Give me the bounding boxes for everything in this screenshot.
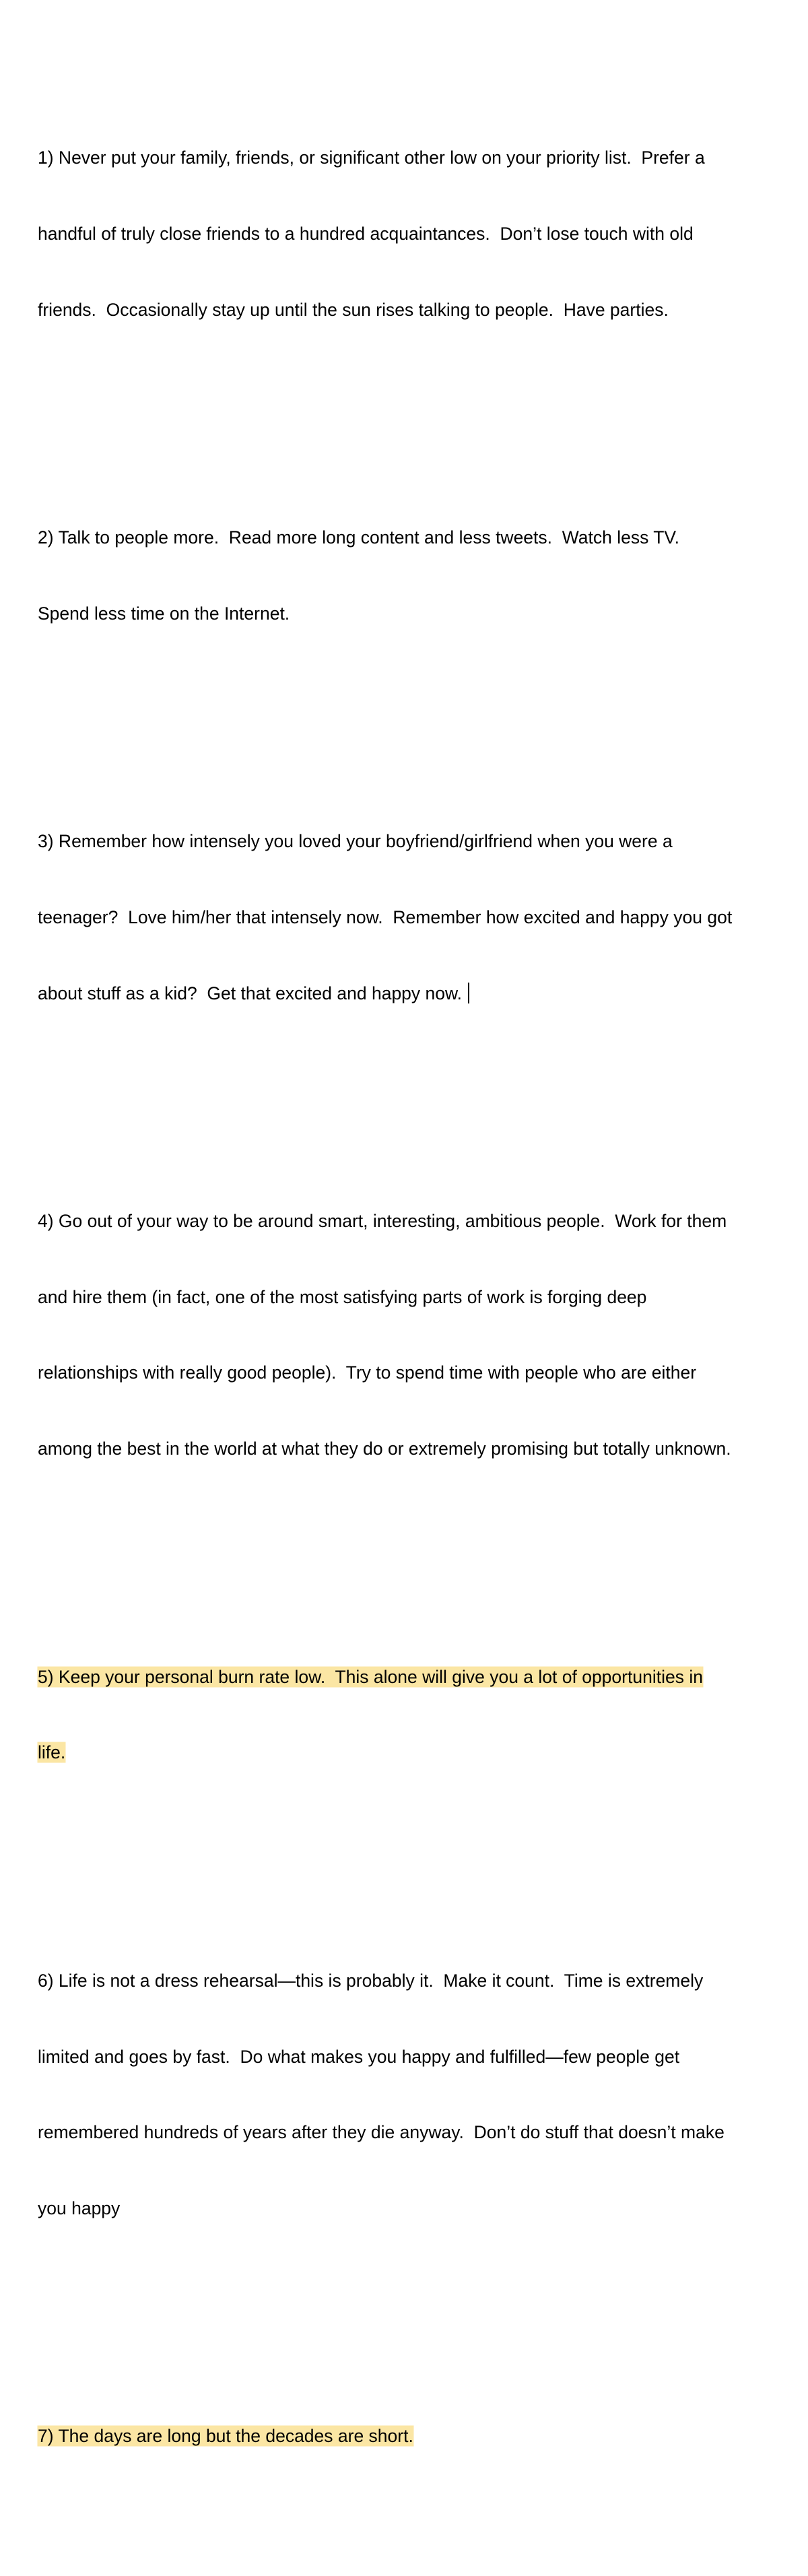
- paragraph-3: [38, 779, 795, 1057]
- paragraph-2: [38, 475, 795, 678]
- paragraph-7-highlighted: [38, 2373, 795, 2500]
- document-body[interactable]: [38, 19, 795, 2576]
- paragraph-1: [38, 95, 795, 374]
- paragraph-4-line-1: 4) Go out of your way to be around smart, interesting, ambitious people. Work for them: [38, 1210, 727, 1231]
- paragraph-5-line-2: life.: [38, 1742, 66, 1763]
- paragraph-3-line-1: 3) Remember how intensely you loved your boyfriend/girlfriend when you were a: [38, 831, 673, 851]
- paragraph-6: [38, 1918, 795, 2272]
- paragraph-4-line-2: and hire them (in fact, one of the most satisfying parts of work is forging deep: [38, 1286, 647, 1307]
- paragraph-4: [38, 1158, 795, 1513]
- paragraph-1-line-2: handful of truly close friends to a hundred acquaintances. Don’t lose touch with old: [38, 223, 694, 244]
- paragraph-5-line-1: 5) Keep your personal burn rate low. This alone will give you a lot of opportunities in: [38, 1666, 703, 1687]
- paragraph-5-highlighted: [38, 1614, 795, 1816]
- paragraph-3-line-3: about stuff as a kid? Get that excited and happy now.: [38, 983, 467, 1003]
- paragraph-6-line-1: 6) Life is not a dress rehearsal—this is probably it. Make it count. Time is extremely: [38, 1970, 704, 1991]
- paragraph-6-line-3: remembered hundreds of years after they die anyway. Don’t do stuff that doesn’t make: [38, 2122, 725, 2143]
- paragraph-3-line-2: teenager? Love him/her that intensely now. Remember how excited and happy you got: [38, 906, 733, 927]
- text-cursor: [468, 983, 469, 1003]
- paragraph-4-line-4: among the best in the world at what they do or extremely promising but totally unknown.: [38, 1439, 731, 1459]
- paragraph-6-line-4: you happy: [38, 2198, 121, 2219]
- paragraph-2-line-1: 2) Talk to people more. Read more long content and less tweets. Watch less TV.: [38, 527, 680, 548]
- paragraph-7-line-1: 7) The days are long but the decades are short.: [38, 2426, 413, 2447]
- paragraph-1-line-1: 1) Never put your family, friends, or significant other low on your priority list. Prefer a: [38, 147, 705, 168]
- paragraph-4-line-3: relationships with really good people). Try to spend time with people who are either: [38, 1362, 697, 1383]
- paragraph-2-line-2: Spend less time on the Internet.: [38, 603, 290, 624]
- paragraph-1-line-3: friends. Occasionally stay up until the sun rises talking to people. Have parties.: [38, 299, 669, 320]
- paragraph-6-line-2: limited and goes by fast. Do what makes you happy and fulfilled—few people get: [38, 2046, 680, 2067]
